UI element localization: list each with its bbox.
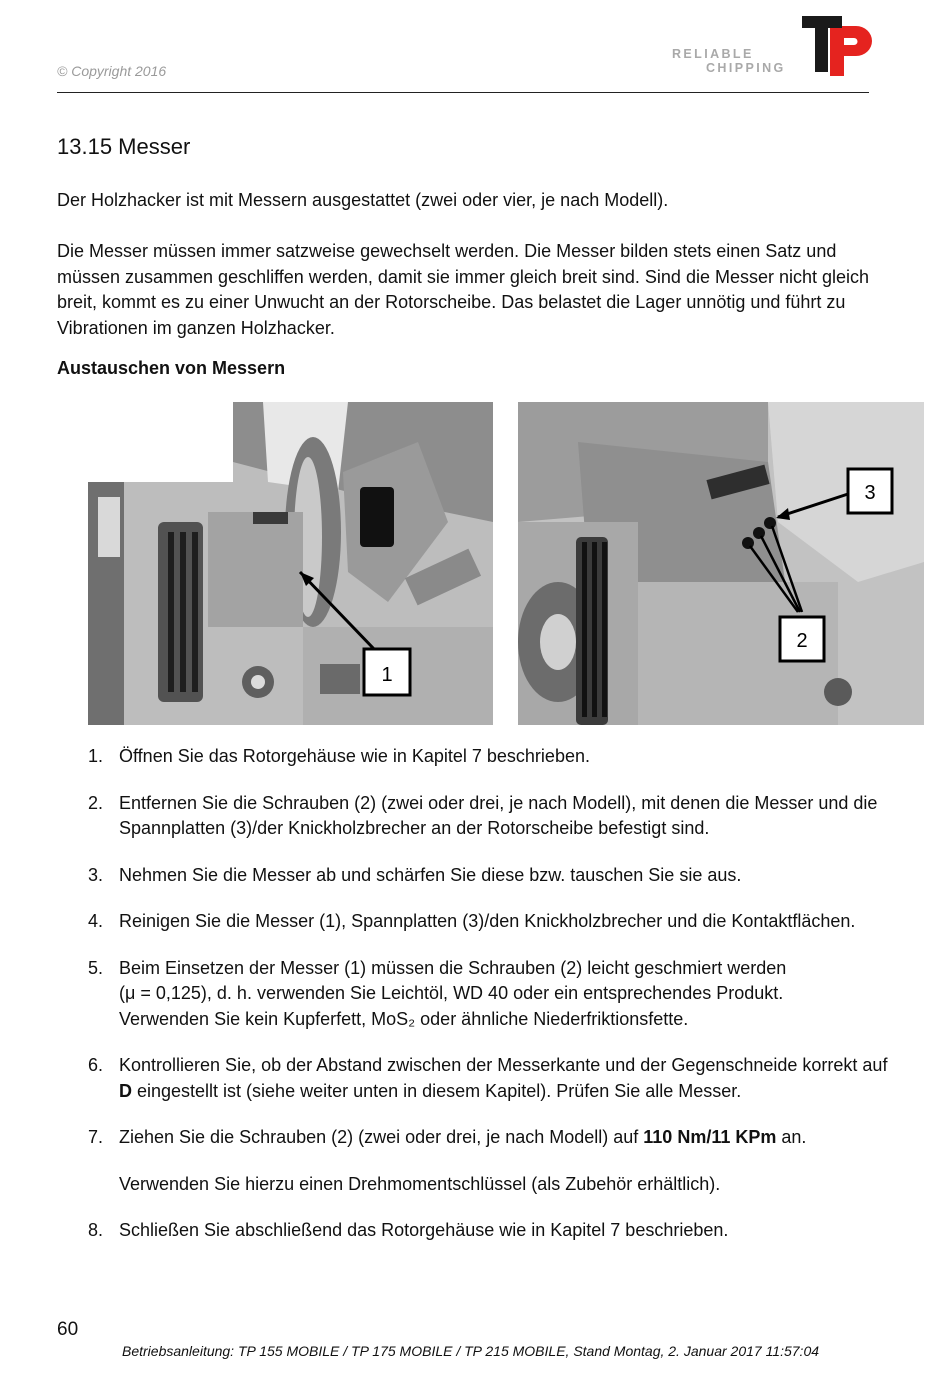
- step-number: 2.: [88, 792, 104, 813]
- instruction-steps: [88, 744, 900, 1265]
- page-number: 60: [57, 1319, 79, 1340]
- tp-logo: [800, 14, 874, 76]
- subheading: Austauschen von Messern: [57, 358, 286, 378]
- machine-illustration-right: [518, 402, 924, 725]
- callout-1: 1: [381, 664, 393, 686]
- photo-screw-detail-view: [518, 402, 924, 725]
- section-title: 13.15 Messer: [57, 134, 191, 159]
- machine-illustration-left: [88, 402, 493, 725]
- list-item: [88, 956, 900, 1033]
- list-item: [88, 863, 900, 889]
- step-text-pre: Ziehen Sie die Schrauben (2) (zwei oder drei, je nach Modell) auf: [119, 1127, 644, 1147]
- list-item: [88, 1125, 900, 1197]
- step-text: Reinigen Sie die Messer (1), Spannplatten (3)/den Knickholzbrecher und die Kontaktflächen.: [119, 911, 856, 931]
- footer-doc-info: Betriebsanleitung: TP 155 MOBILE / TP 175 MOBILE / TP 215 MOBILE, Stand Montag, 2. Januar 2017 11:57:04: [122, 1343, 820, 1359]
- step-note: Verwenden Sie hierzu einen Drehmomentschlüssel (als Zubehör erhältlich).: [119, 1173, 721, 1194]
- step-number: 7.: [88, 1127, 104, 1147]
- tagline-line-1: RELIABLE: [672, 47, 754, 61]
- step-text-post: an.: [776, 1127, 807, 1147]
- header-divider: [57, 92, 869, 93]
- step-number: 8.: [88, 1220, 104, 1240]
- intro-paragraph: Der Holzhacker ist mit Messern ausgestattet (zwei oder vier, je nach Modell).: [57, 190, 669, 210]
- step-number: 5.: [88, 957, 104, 978]
- step-text: Nehmen Sie die Messer ab und schärfen Sie diese bzw. tauschen Sie sie aus.: [119, 864, 742, 885]
- list-item: [88, 1218, 900, 1244]
- tagline-line-2: CHIPPING: [706, 61, 786, 75]
- step-text-post: eingestellt ist (siehe weiter unten in diesem Kapitel). Prüfen Sie alle Messer.: [132, 1080, 742, 1101]
- step-text-line-1: Beim Einsetzen der Messer (1) müssen die Schrauben (2) leicht geschmiert werden: [119, 957, 787, 978]
- copyright-notice: © Copyright 2016: [57, 63, 167, 79]
- step-number: 6.: [88, 1055, 104, 1075]
- list-item: [88, 909, 900, 935]
- brand-tagline: [672, 47, 786, 75]
- list-item: [88, 791, 900, 842]
- step-text-line-3: Verwenden Sie kein Kupferfett, MoS₂ oder ähnliche Niederfriktionsfette.: [119, 1008, 689, 1029]
- step-text: Öffnen Sie das Rotorgehäuse wie in Kapitel 7 beschrieben.: [119, 746, 590, 766]
- body-paragraph: Die Messer müssen immer satzweise gewechselt werden. Die Messer bilden stets einen Satz und müssen zusammen geschliffen werden, damit sie immer gleich breit sind. Sind die Messer nicht gleich breit, kommt es zu einer Unwucht an der Rotorscheibe. Das belastet die Lager unnötig und führt zu Vibrationen im ganzen Holzhacker.: [57, 241, 870, 338]
- photo-rotor-knife-view: [88, 402, 493, 725]
- list-item: [88, 1053, 900, 1104]
- step-number: 3.: [88, 864, 104, 885]
- callout-2: 2: [796, 630, 808, 652]
- step-text-line-2: (μ = 0,125), d. h. verwenden Sie Leichtöl, WD 40 oder ein entsprechendes Produkt.: [119, 983, 784, 1003]
- step-text-pre: Kontrollieren Sie, ob der Abstand zwischen der Messerkante und der Gegenschneide korrekt auf: [119, 1055, 888, 1075]
- callout-3: 3: [864, 482, 876, 504]
- step-text-bold: 110 Nm/11 KPm: [643, 1127, 777, 1147]
- step-number: 4.: [88, 911, 104, 931]
- step-text: Schließen Sie abschließend das Rotorgehäuse wie in Kapitel 7 beschrieben.: [119, 1220, 729, 1240]
- step-text: Entfernen Sie die Schrauben (2) (zwei oder drei, je nach Modell), mit denen die Messer und die Spannplatten (3)/der Knickholzbrecher an der Rotorscheibe befestigt sind.: [119, 792, 878, 838]
- step-number: 1.: [88, 746, 104, 766]
- list-item: [88, 744, 900, 770]
- step-text-bold: D: [119, 1080, 132, 1101]
